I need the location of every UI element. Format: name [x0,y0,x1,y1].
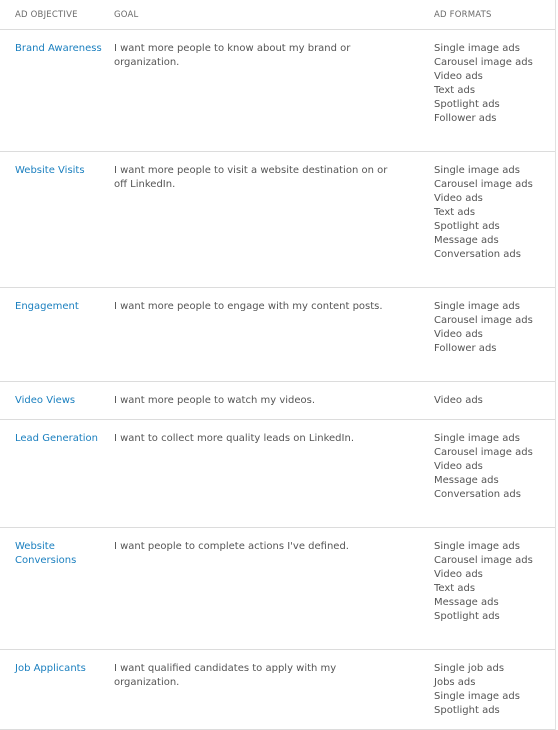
goal-text: I want more people to engage with my content posts. [114,301,383,312]
header-ad-objective: AD OBJECTIVE [15,9,78,20]
ad-format-item: Conversation ads [434,489,521,500]
table-row [0,382,555,420]
ad-format-item: Carousel image ads [434,57,533,68]
ad-formats-list [434,394,555,419]
ad-objective-link[interactable]: Job Applicants [15,663,86,674]
ad-objective-link[interactable]: Website Conversions [15,541,77,566]
ad-format-item: Text ads [434,207,476,218]
ad-format-item: Follower ads [434,343,497,354]
ad-format-item: Video ads [434,71,483,82]
table-body [0,30,555,730]
table-row [0,528,555,650]
ad-formats-list [434,164,555,287]
table-row [0,650,555,730]
goal-text: I want more people to watch my videos. [114,395,316,406]
ad-format-item: Message ads [434,235,499,246]
ad-format-item: Video ads [434,395,483,406]
goal-text: I want people to complete actions I've defined. [114,541,349,552]
ad-format-item: Follower ads [434,113,497,124]
ad-format-item: Carousel image ads [434,555,533,566]
header-ad-formats: AD FORMATS [434,9,492,20]
table-row [0,152,555,288]
goal-text: I want qualified candidates to apply with my organization. [114,663,337,688]
ad-objective-link[interactable]: Website Visits [15,165,85,176]
ad-format-item: Single image ads [434,43,520,54]
ad-format-item: Text ads [434,85,476,96]
table-row [0,420,555,528]
ad-format-item: Carousel image ads [434,179,533,190]
ad-formats-list [434,540,555,649]
ad-format-item: Carousel image ads [434,447,533,458]
ad-objective-link[interactable]: Engagement [15,301,79,312]
ad-format-item: Video ads [434,461,483,472]
ad-format-item: Spotlight ads [434,705,500,716]
ad-format-item: Video ads [434,329,483,340]
goal-text: I want to collect more quality leads on LinkedIn. [114,433,354,444]
ad-format-item: Single image ads [434,301,520,312]
table-header [0,0,555,30]
ad-format-item: Single job ads [434,663,505,674]
ad-format-item: Conversation ads [434,249,521,260]
ad-format-item: Text ads [434,583,476,594]
ad-format-item: Video ads [434,569,483,580]
ad-formats-list [434,432,555,527]
table-row [0,288,555,382]
ad-format-item: Message ads [434,475,499,486]
ad-objective-link[interactable]: Brand Awareness [15,43,102,54]
ad-format-item: Single image ads [434,433,520,444]
ad-format-item: Message ads [434,597,499,608]
ad-format-item: Video ads [434,193,483,204]
ad-format-item: Spotlight ads [434,221,500,232]
ad-formats-list [434,42,555,151]
ad-format-item: Single image ads [434,541,520,552]
goal-text: I want more people to know about my brand or organization. [114,43,351,68]
ad-format-item: Carousel image ads [434,315,533,326]
ad-format-item: Spotlight ads [434,99,500,110]
ad-objective-link[interactable]: Lead Generation [15,433,98,444]
ad-format-item: Spotlight ads [434,611,500,622]
header-goal: GOAL [114,9,139,20]
ad-formats-list [434,662,555,729]
ad-format-item: Jobs ads [434,677,476,688]
ad-format-item: Single image ads [434,165,520,176]
ad-formats-list [434,300,555,381]
ad-format-item: Single image ads [434,691,520,702]
goal-text: I want more people to visit a website destination on or off LinkedIn. [114,165,388,190]
ad-objective-link[interactable]: Video Views [15,395,76,406]
table-row [0,30,555,152]
